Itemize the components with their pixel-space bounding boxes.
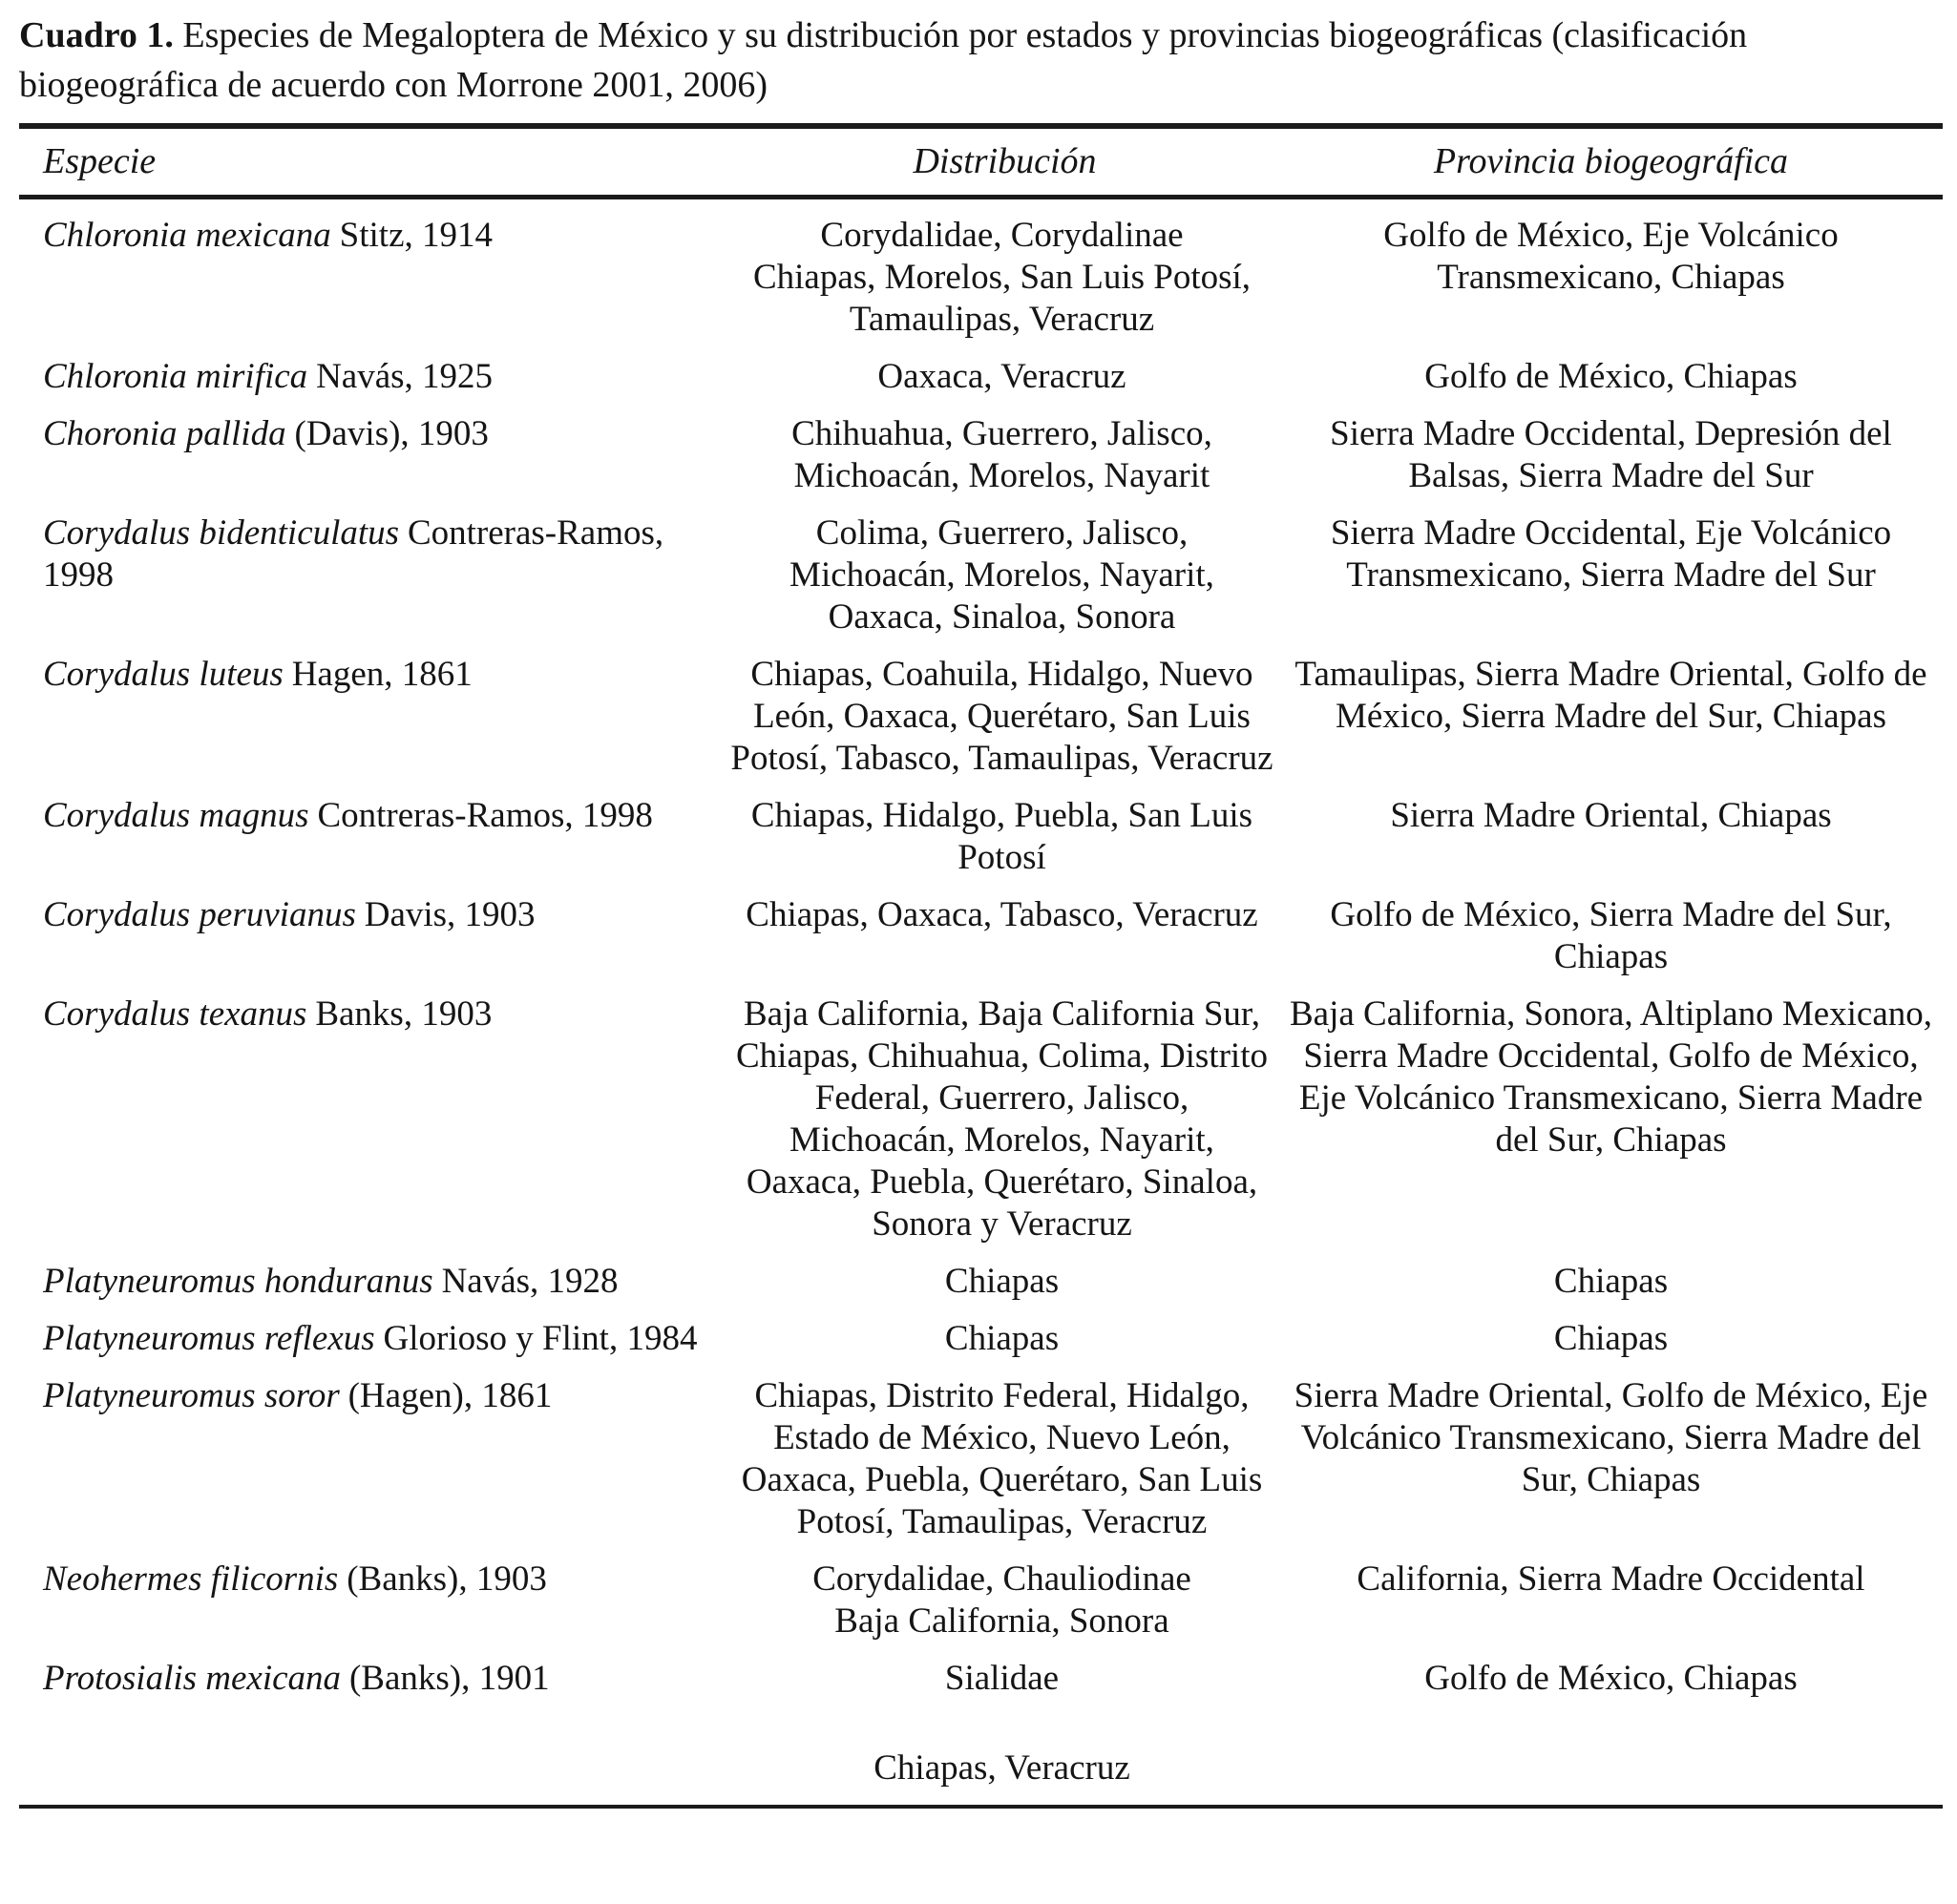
species-name: Neohermes filicornis <box>43 1559 339 1600</box>
distribution-cell <box>730 795 1279 894</box>
province-cell: Golfo de México, Chiapas <box>1424 357 1798 397</box>
species-name: Corydalus bidenticulatus <box>43 513 400 554</box>
table-row <box>19 894 1943 994</box>
distribution-cell <box>730 356 1279 413</box>
header-provincia: Provincia biogeográfica <box>1279 126 1943 198</box>
species-cell <box>19 1715 730 1807</box>
table-row <box>19 1715 1943 1807</box>
distribution-cell <box>730 1375 1279 1559</box>
species-cell <box>19 356 730 413</box>
distribution-cell <box>730 894 1279 994</box>
species-author: Navás, 1928 <box>441 1262 619 1302</box>
species-name: Corydalus texanus <box>43 994 307 1035</box>
table-row <box>19 1261 1943 1318</box>
table-row <box>19 1559 1943 1658</box>
table-row <box>19 654 1943 795</box>
distribution-cell <box>730 1261 1279 1318</box>
distribution-cell <box>730 994 1279 1261</box>
species-cell <box>19 513 730 654</box>
species-author: (Banks), 1901 <box>348 1659 550 1699</box>
distribution-line: Chiapas, Hidalgo, Puebla, San Luis Potosí <box>750 796 1253 878</box>
distribution-cell <box>730 1715 1279 1807</box>
table-row <box>19 1318 1943 1375</box>
province-cell: Golfo de México, Eje Volcánico Transmexicano, Chiapas <box>1383 216 1839 298</box>
header-especie: Especie <box>19 126 730 198</box>
species-name: Platyneuromus honduranus <box>43 1262 433 1302</box>
distribution-line: Corydalidae, Chauliodinae <box>812 1559 1191 1600</box>
table-row <box>19 1658 1943 1715</box>
distribution-line: Chiapas, Coahuila, Hidalgo, Nuevo León, Oaxaca, Querétaro, San Luis Potosí, Tabasco, Tamaulipas, Veracruz <box>730 655 1273 779</box>
province-cell: Tamaulipas, Sierra Madre Oriental, Golfo de México, Sierra Madre del Sur, Chiapas <box>1294 655 1927 737</box>
table-row <box>19 795 1943 894</box>
province-cell: Sierra Madre Occidental, Eje Volcánico Transmexicano, Sierra Madre del Sur <box>1330 513 1892 596</box>
province-cell: Chiapas <box>1553 1262 1669 1302</box>
caption-label: Cuadro 1. <box>19 15 174 55</box>
table-row <box>19 994 1943 1261</box>
distribution-line: Chiapas, Oaxaca, Tabasco, Veracruz <box>746 895 1258 935</box>
species-cell <box>19 795 730 894</box>
species-cell <box>19 1318 730 1375</box>
species-cell <box>19 654 730 795</box>
table-row <box>19 413 1943 513</box>
distribution-line: Chiapas <box>944 1262 1060 1302</box>
distribution-cell <box>730 198 1279 357</box>
species-cell <box>19 894 730 994</box>
species-author: (Banks), 1903 <box>347 1559 547 1600</box>
species-cell <box>19 1559 730 1658</box>
table-row <box>19 513 1943 654</box>
distribution-line: Oaxaca, Veracruz <box>877 357 1126 397</box>
species-author: Contreras-Ramos, 1998 <box>317 796 653 836</box>
species-name: Corydalus peruvianus <box>43 895 356 935</box>
species-cell <box>19 1658 730 1715</box>
distribution-line: Chiapas <box>944 1319 1060 1359</box>
distribution-cell <box>730 1658 1279 1715</box>
distribution-line: Chiapas, Morelos, San Luis Potosí, Tamaulipas, Veracruz <box>752 258 1252 340</box>
province-cell: Golfo de México, Chiapas <box>1424 1659 1798 1699</box>
table-row <box>19 356 1943 413</box>
species-author: Glorioso y Flint, 1984 <box>383 1319 698 1359</box>
distribution-line: Baja California, Sonora <box>834 1601 1169 1642</box>
species-cell <box>19 1261 730 1318</box>
species-cell <box>19 1375 730 1559</box>
species-cell <box>19 198 730 357</box>
species-author: Contreras-Ramos, 1998 <box>43 513 664 596</box>
distribution-line: Colima, Guerrero, Jalisco, Michoacán, Morelos, Nayarit, Oaxaca, Sinaloa, Sonora <box>789 513 1214 638</box>
distribution-line: Corydalidae, Corydalinae <box>820 216 1184 256</box>
species-name: Platyneuromus soror <box>43 1376 340 1416</box>
distribution-cell <box>730 413 1279 513</box>
distribution-cell <box>730 1318 1279 1375</box>
distribution-line: Sialidae <box>944 1659 1060 1699</box>
distribution-line: Chihuahua, Guerrero, Jalisco, Michoacán, Morelos, Nayarit <box>791 414 1212 496</box>
species-author: Stitz, 1914 <box>339 216 493 256</box>
table-row <box>19 198 1943 357</box>
species-name: Chloronia mexicana <box>43 216 331 256</box>
species-name: Corydalus magnus <box>43 796 309 836</box>
province-cell: Chiapas <box>1553 1319 1669 1359</box>
species-name: Protosialis mexicana <box>43 1659 342 1699</box>
table-header <box>19 126 1943 198</box>
species-name: Chloronia mirifica <box>43 357 308 397</box>
province-cell: Sierra Madre Occidental, Depresión del Balsas, Sierra Madre del Sur <box>1330 414 1892 496</box>
province-cell: Golfo de México, Sierra Madre del Sur, Chiapas <box>1330 895 1892 977</box>
header-distribucion: Distribución <box>730 126 1279 198</box>
province-cell: Sierra Madre Oriental, Golfo de México, Eje Volcánico Transmexicano, Sierra Madre del Sur, Chiapas <box>1294 1376 1928 1500</box>
species-name: Corydalus luteus <box>43 655 284 695</box>
caption-text: Especies de Megaloptera de México y su distribución por estados y provincias biogeográficas (clasificación biogeográfica de acuerdo con Morrone 2001, 2006) <box>19 15 1748 105</box>
province-cell: Baja California, Sonora, Altiplano Mexicano, Sierra Madre Occidental, Golfo de México, Eje Volcánico Transmexicano, Sierra Madre del Sur, Chiapas <box>1289 994 1933 1161</box>
species-author: Hagen, 1861 <box>291 655 473 695</box>
distribution-line: Chiapas, Veracruz <box>873 1748 1130 1789</box>
distribution-cell <box>730 1559 1279 1658</box>
species-author: (Davis), 1903 <box>294 414 489 454</box>
species-name: Choronia pallida <box>43 414 286 454</box>
species-author: Davis, 1903 <box>364 895 536 935</box>
distribution-cell <box>730 513 1279 654</box>
table-row <box>19 1375 1943 1559</box>
species-name: Platyneuromus reflexus <box>43 1319 375 1359</box>
species-table <box>19 123 1943 1809</box>
province-cell: Sierra Madre Oriental, Chiapas <box>1390 796 1832 836</box>
distribution-cell <box>730 654 1279 795</box>
distribution-line: Chiapas, Distrito Federal, Hidalgo, Estado de México, Nuevo León, Oaxaca, Puebla, Querétaro, San Luis Potosí, Tamaulipas, Veracruz <box>741 1376 1263 1542</box>
species-author: Banks, 1903 <box>315 994 493 1035</box>
species-cell <box>19 413 730 513</box>
species-author: (Hagen), 1861 <box>347 1376 553 1416</box>
species-cell <box>19 994 730 1261</box>
distribution-line: Baja California, Baja California Sur, Chiapas, Chihuahua, Colima, Distrito Federal, Guerrero, Jalisco, Michoacán, Morelos, Nayarit, Oaxaca, Puebla, Querétaro, Sinaloa, Sonora y Veracruz <box>735 994 1268 1245</box>
species-author: Navás, 1925 <box>316 357 494 397</box>
province-cell <box>1279 1715 1943 1807</box>
table-caption <box>19 11 1943 110</box>
province-cell: California, Sierra Madre Occidental <box>1357 1559 1865 1600</box>
